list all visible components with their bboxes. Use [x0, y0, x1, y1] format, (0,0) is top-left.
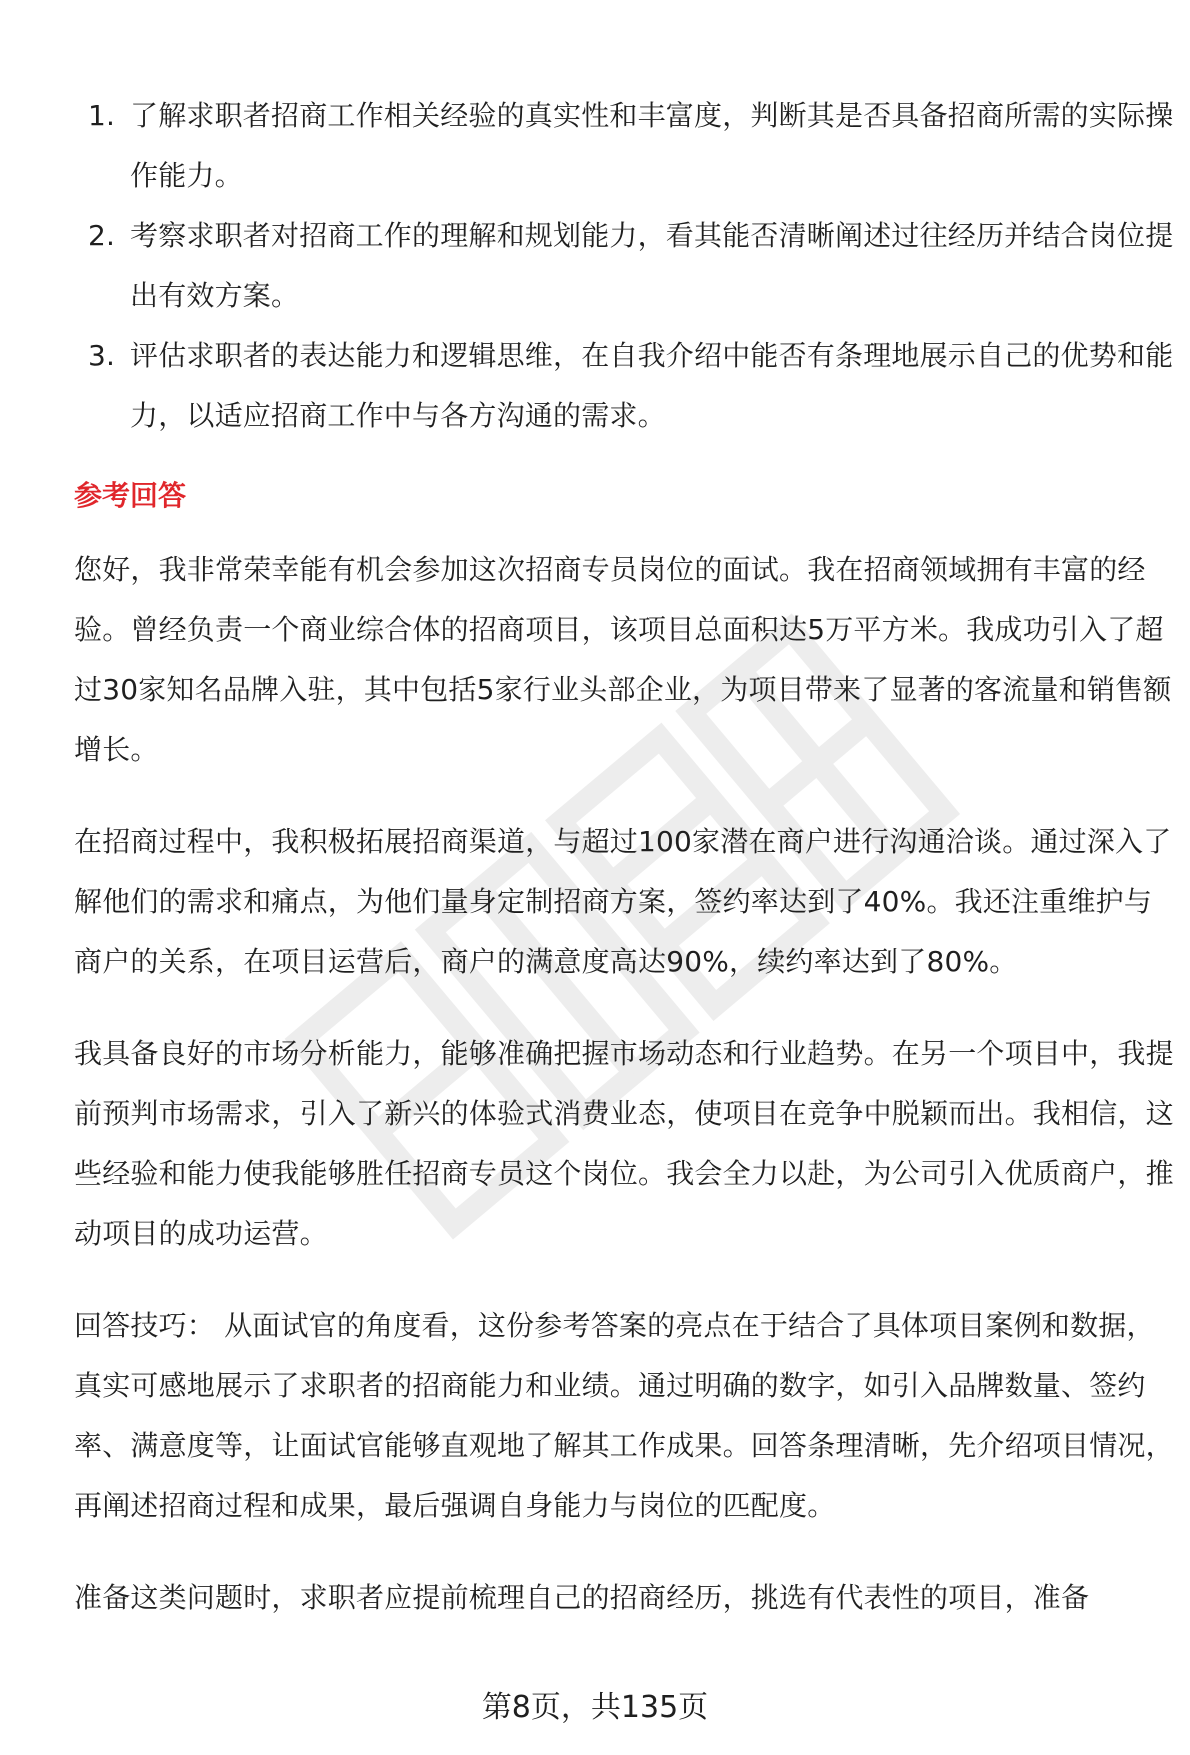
preparation-paragraph: 准备这类问题时，求职者应提前梳理自己的招商经历，挑选有代表性的项目，准备: [74, 1581, 1090, 1614]
list-item-number: 2.: [88, 219, 116, 252]
answer-paragraph: 我具备良好的市场分析能力，能够准确把握市场动态和行业趋势。在另一个项目中，我提前预判市场需求，引入了新兴的体验式消费业态，使项目在竞争中脱颖而出。我相信，这些经验和能力使我能够胜任招商专员这个岗位。我会全力以赴，为公司引入优质商户，推动项目的成功运营。: [74, 1037, 1174, 1250]
page-number-footer: 第8页，共135页: [481, 1690, 709, 1725]
answer-paragraph: 您好，我非常荣幸能有机会参加这次招商专员岗位的面试。我在招商领域拥有丰富的经验。曾经负责一个商业综合体的招商项目，该项目总面积达5万平方米。我成功引入了超过30家知名品牌入驻，其中包括5家行业头部企业，为项目带来了显著的客流量和销售额增长。: [74, 553, 1172, 766]
list-item-text: 评估求职者的表达能力和逻辑思维，在自我介绍中能否有条理地展示自己的优势和能力，以适应招商工作中与各方沟通的需求。: [130, 339, 1174, 432]
answer-paragraph: 在招商过程中，我积极拓展招商渠道，与超过100家潜在商户进行沟通洽谈。通过深入了解他们的需求和痛点，为他们量身定制招商方案，签约率达到了40%。我还注重维护与商户的关系，在项目运营后，商户的满意度高达90%，续约率达到了80%。: [74, 825, 1172, 978]
list-item: [74, 206, 1174, 326]
page-content: [74, 86, 1174, 1628]
list-item-text: 了解求职者招商工作相关经验的真实性和丰富度，判断其是否具备招商所需的实际操作能力。: [130, 99, 1174, 192]
list-item-number: 3.: [88, 339, 116, 372]
list-item: [74, 326, 1174, 446]
answer-tips-paragraph: 回答技巧： 从面试官的角度看，这份参考答案的亮点在于结合了具体项目案例和数据，真实可感地展示了求职者的招商能力和业绩。通过明确的数字，如引入品牌数量、签约率、满意度等，让面试官能够直观地了解其工作成果。回答条理清晰，先介绍项目情况，再阐述招商过程和成果，最后强调自身能力与岗位的匹配度。: [74, 1309, 1174, 1522]
list-item: [74, 86, 1174, 206]
list-item-text: 考察求职者对招商工作的理解和规划能力，看其能否清晰阐述过往经历并结合岗位提出有效方案。: [130, 219, 1174, 312]
section-heading: 参考回答: [74, 479, 187, 512]
list-item-number: 1.: [88, 99, 116, 132]
interview-goals-list: [74, 86, 1174, 446]
